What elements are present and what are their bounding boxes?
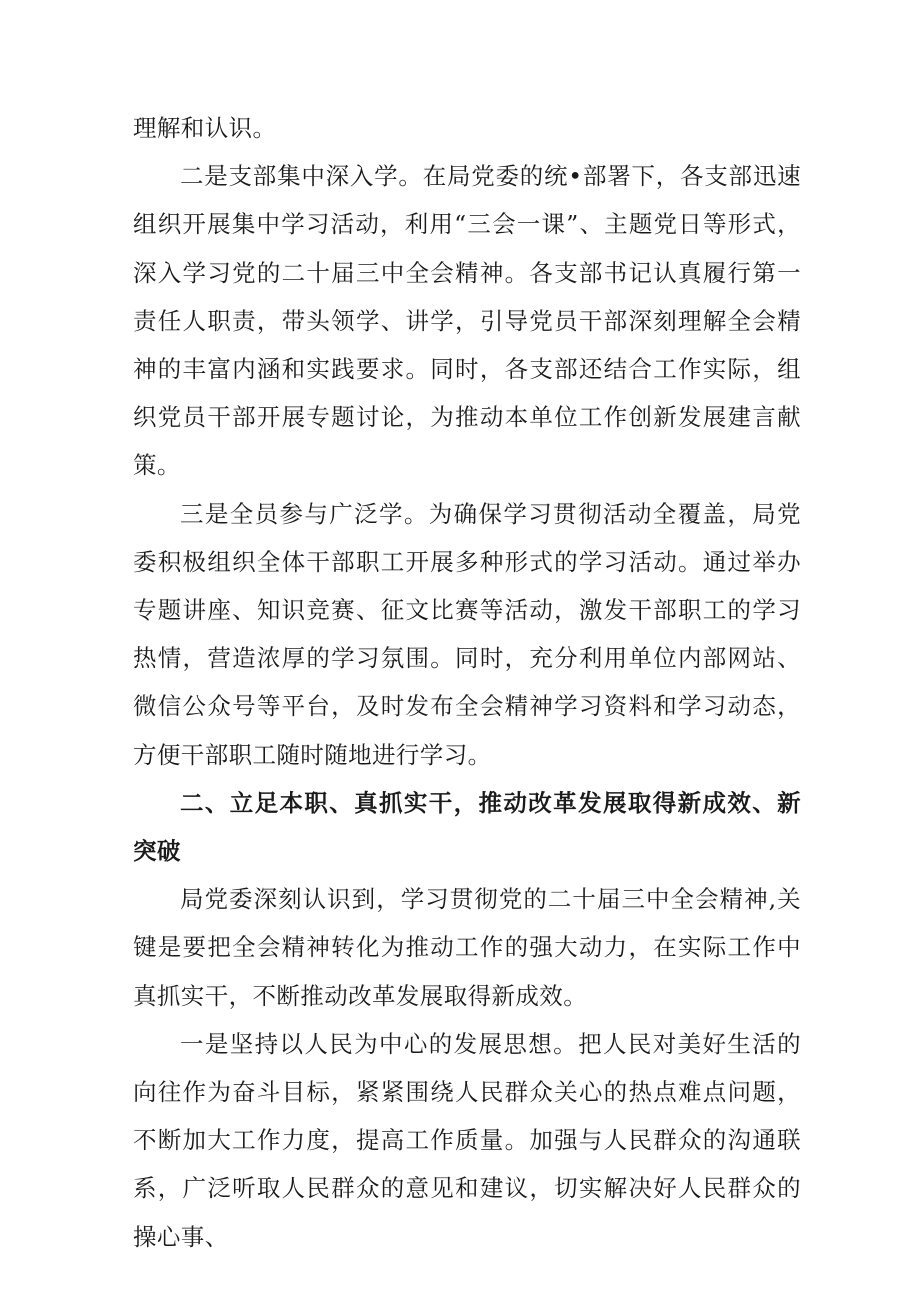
paragraph-branch-study: 二是支部集中深入学。在局党委的统•部署下，各支部迅速组织开展集中学习活动，利用“三会一课”、主题党日等形式，深入学习党的二十届三中全会精神。各支部书记认真履行第一责任人职责，带头领学、讲学，引导党员干部深刻理解全会精神的丰富内涵和实践要求。同时，各支部还结合工作实际，组织党员干部开展专题讨论，为推动本单位工作创新发展建言献策。	[133, 162, 801, 480]
paragraph-all-staff-study: 三是全员参与广泛学。为确保学习贯彻活动全覆盖，局党委积极组织全体干部职工开展多种形式的学习活动。通过举办专题讲座、知识竞赛、征文比赛等活动，激发干部职工的学习热情，营造浓厚的学习氛围。同时，充分利用单位内部网站、微信公众号等平台，及时发布全会精神学习资料和学习动态，方便干部职工随时随地进行学习。	[133, 499, 801, 769]
paragraph-section-intro: 局党委深刻认识到，学习贯彻党的二十届三中全会精神,关键是要把全会精神转化为推动工作的强大动力，在实际工作中真抓实干，不断推动改革发展取得新成效。	[133, 885, 801, 1010]
section-heading-two: 二、立足本职、真抓实干，推动改革发展取得新成效、新突破	[133, 788, 801, 866]
document-body	[133, 104, 801, 1261]
paragraph-continuation: 理解和认识。	[133, 114, 277, 142]
paragraph-people-centered: 一是坚持以人民为中心的发展思想。把人民对美好生活的向往作为奋斗目标，紧紧围绕人民群众关心的热点难点问题，不断加大工作力度，提高工作质量。加强与人民群众的沟通联系，广泛听取人民群众的意见和建议，切实解决好人民群众的操心事、	[133, 1029, 801, 1251]
